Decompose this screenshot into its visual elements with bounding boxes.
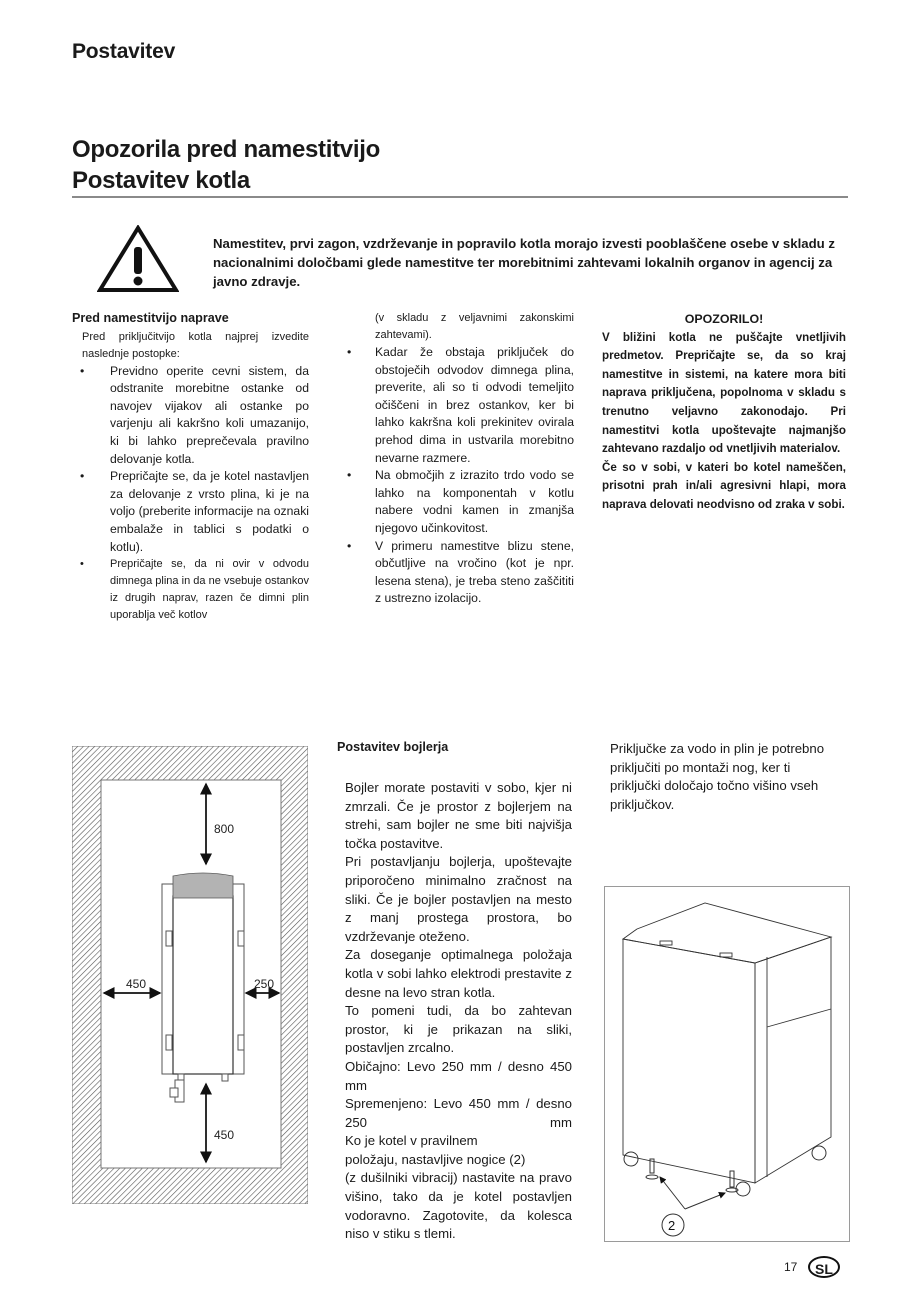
callout-label: 2 bbox=[668, 1218, 676, 1233]
connections-note: Priključke za vodo in plin je potrebno priključiti po montaži nog, ker ti priključki določajo točno višino vseh priključkov. bbox=[610, 741, 825, 812]
page-title bbox=[72, 134, 380, 196]
list-item: • Prepričajte se, da je kotel nastavljen za delovanje z vrsto plina, ki je na voljo (preberite informacije na oznaki embalaže in tablici s podatki o kotlu). bbox=[72, 468, 309, 556]
paragraph: To pomeni tudi, da bo zahtevan prostor, ki je prikazan na sliki, postavljen zrcalno. bbox=[345, 1003, 572, 1056]
clearance-diagram bbox=[72, 746, 308, 1204]
pre-install-heading: Pred namestitvijo naprave bbox=[72, 311, 229, 325]
pre-install-column-2 bbox=[345, 310, 574, 608]
language-badge: SL bbox=[808, 1256, 840, 1278]
paragraph: položaju, nastavljive nogice (2) bbox=[345, 1151, 526, 1167]
warning-paragraph-2: Če so v sobi, v kateri bo kotel nameščen, prisotni prah in/ali agresivni hlapi, mora naprava delovati neodvisno od zraka v sobi. bbox=[602, 460, 846, 511]
intro-warning: Namestitev, prvi zagon, vzdrževanje in popravilo kotla morajo izvesti pooblaščene osebe v skladu z nacionalnimi določbami glede namestitve ter morebitnimi zahtevami lokalnih organov in agencij za javno zdravje. bbox=[213, 236, 835, 289]
warning-paragraph-1: V bližini kotla ne puščajte vnetljivih predmetov. Prepričajte se, da so kraj namestitve in sistemi, na katere mora biti naprava priključena, popolnoma v skladu s trenutno veljavno zakonodajo. Pri namestitvi kotla upoštevajte najmanjšo zahtevano razdaljo od vnetljivih materialov. bbox=[602, 330, 846, 456]
page-number: 17 bbox=[784, 1260, 798, 1274]
list-item: • V primeru namestitve blizu stene, občutljive na vročino (kot je npr. lesena stena), je treba steno zaščititi z ustrezno izolacijo. bbox=[345, 538, 574, 608]
page-title-line1: Opozorila pred namestitvijo bbox=[72, 136, 380, 163]
warning-box bbox=[602, 310, 846, 515]
paragraph: Ko je kotel v pravilnem bbox=[345, 1133, 478, 1149]
paragraph: Bojler morate postaviti v sobo, kjer ni zmrzali. Če je prostor z bojlerjem na strehi, sam bojler ne sme biti najvišja točka postavitve. bbox=[345, 780, 572, 851]
pre-install-column bbox=[72, 310, 309, 624]
list-item: • Na območjih z izrazito trdo vodo se lahko na komponentah v kotlu nabere vodni kamen in zmanjša njegovo učinkovitost. bbox=[345, 467, 574, 537]
list-item: • Kadar že obstaja priključek do obstoječih odvodov dimnega plina, preverite, ali so ti odvodi temeljito očiščeni in brez ostankov, ker bi lahko kakršna koli prekinitev ovirala prehod dima in ustvarila morebitno nevarne razmere. bbox=[345, 344, 574, 467]
paragraph: Pri postavljanju bojlerja, upoštevajte priporočeno minimalno zračnost na sliki. Če je bojler postavljen na mesto z manj prostega prostora, bo vzdrževanje oteženo. bbox=[345, 854, 572, 944]
warning-triangle-icon bbox=[97, 225, 179, 293]
top-clearance-label: 800 bbox=[214, 822, 235, 836]
paragraph: Za doseganje optimalnega položaja kotla v sobi lahko elektrodi prestavite z desne na levo stran kotla. bbox=[345, 947, 572, 1000]
boiler-illustration bbox=[604, 886, 850, 1242]
paragraph: Spremenjeno: Levo 450 mm / desno 250 mm bbox=[345, 1096, 572, 1130]
warning-heading: OPOZORILO! bbox=[684, 312, 764, 326]
bottom-clearance-label: 450 bbox=[214, 1128, 235, 1142]
title-divider bbox=[72, 196, 848, 198]
page-title-line2: Postavitev kotla bbox=[72, 167, 250, 194]
list-item: • Prepričajte se, da ni ovir v odvodu dimnega plina in da ne vsebuje ostankov iz drugih naprav, razen če dimni plin uporablja več kotlov bbox=[72, 556, 309, 624]
boiler-placement-text bbox=[345, 779, 572, 1244]
list-item-continuation: (v skladu z veljavnimi zakonskimi zahtevami). bbox=[375, 312, 574, 341]
boiler-placement-heading: Postavitev bojlerja bbox=[337, 740, 449, 754]
pre-install-lead: Pred priključitvijo kotla najprej izvedite naslednje postopke: bbox=[82, 330, 309, 360]
section-header: Postavitev bbox=[72, 40, 176, 63]
list-item: • Previdno operite cevni sistem, da odstranite morebitne ostanke od navojev vijakov ali ostanke po varjenju ali kakršno koli umazanijo, ki bi lahko preprečevala pravilno delovanje kotla. bbox=[72, 363, 309, 469]
left-clearance-label: 450 bbox=[126, 977, 147, 991]
paragraph: (z dušilniki vibracij) nastavite na pravo višino, tako da je kotel postavljen vodoravno. Zagotovite, da kolesca niso v stiku s tlemi. bbox=[345, 1170, 572, 1242]
paragraph: Običajno: Levo 250 mm / desno 450 mm bbox=[345, 1058, 572, 1093]
right-clearance-label: 250 bbox=[254, 977, 275, 991]
